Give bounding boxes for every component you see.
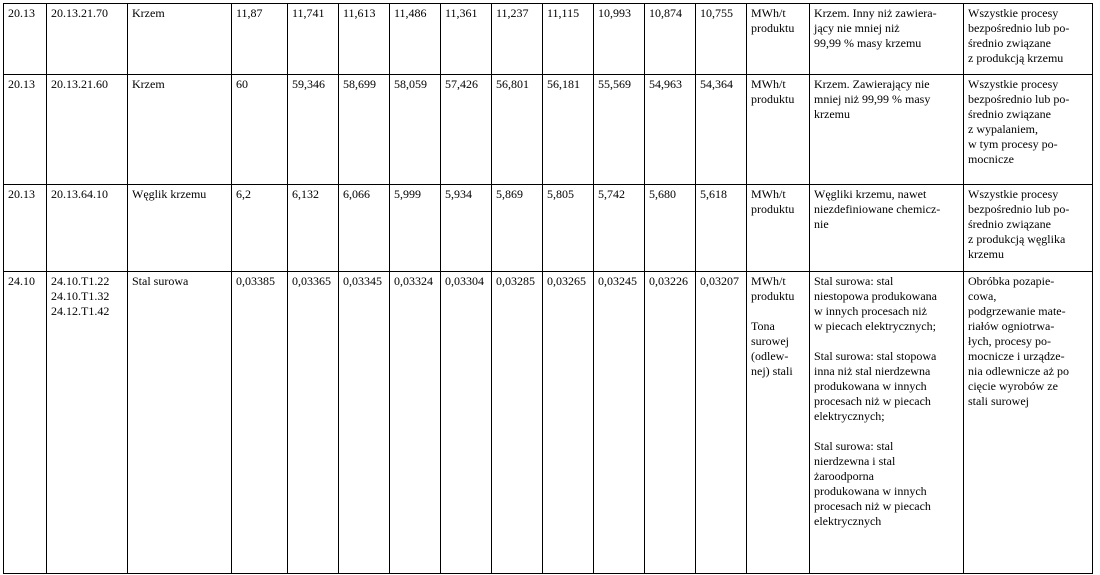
definition-line: w piecach elektrycznych; bbox=[814, 319, 936, 333]
blank-line bbox=[814, 424, 960, 439]
unit-line: nej) stali bbox=[751, 364, 793, 378]
value-cell: 11,237 bbox=[492, 4, 543, 75]
definition-line: żaroodporna bbox=[814, 469, 874, 483]
processes-line: bezpośrednio lub po- bbox=[968, 92, 1070, 106]
value-cell: 0,03245 bbox=[594, 272, 645, 574]
processes-line: mocnicze i urządze- bbox=[968, 349, 1065, 363]
processes-cell bbox=[964, 272, 1093, 574]
unit-line: produktu bbox=[751, 202, 795, 216]
definition-line: produkowana w innych bbox=[814, 484, 927, 498]
definition-line: procesach niż w piecach bbox=[814, 499, 931, 513]
definition-line: jący nie mniej niż bbox=[814, 21, 900, 35]
processes-line: Wszystkie procesy bbox=[968, 77, 1059, 91]
definition-line: Krzem. Zawierający nie bbox=[814, 77, 930, 91]
processes-line: cięcie wyrobów ze bbox=[968, 379, 1058, 393]
definition-line: Stal surowa: stal bbox=[814, 439, 894, 453]
product-code: 24.10.T1.32 bbox=[51, 289, 110, 303]
processes-line: Wszystkie procesy bbox=[968, 6, 1059, 20]
definition-line: elektrycznych bbox=[814, 514, 882, 528]
processes-line: z produkcją krzemu bbox=[968, 51, 1064, 65]
product-name-cell: Krzem bbox=[128, 75, 232, 185]
product-code: 20.13.21.60 bbox=[51, 77, 108, 91]
definition-line: nie bbox=[814, 217, 829, 231]
processes-line: nia odlewnicze aż po bbox=[968, 364, 1069, 378]
processes-line: średnio związane bbox=[968, 217, 1051, 231]
value-cell: 0,03226 bbox=[645, 272, 696, 574]
value-cell: 11,115 bbox=[543, 4, 594, 75]
nace-code-cell: 20.13 bbox=[4, 185, 47, 272]
value-cell: 6,066 bbox=[339, 185, 390, 272]
product-code-cell bbox=[47, 75, 128, 185]
unit-line: produktu bbox=[751, 289, 795, 303]
definition-line: krzemu bbox=[814, 107, 850, 121]
definition-line: inna niż stal nierdzewna bbox=[814, 364, 931, 378]
product-code: 20.13.21.70 bbox=[51, 6, 108, 20]
table-row bbox=[4, 4, 1093, 75]
value-cell: 54,963 bbox=[645, 75, 696, 185]
definition-line: mniej niż 99,99 % masy bbox=[814, 92, 931, 106]
value-cell: 55,569 bbox=[594, 75, 645, 185]
value-cell: 56,181 bbox=[543, 75, 594, 185]
processes-line: średnio związane bbox=[968, 36, 1051, 50]
unit-line: produktu bbox=[751, 21, 795, 35]
value-cell: 59,346 bbox=[288, 75, 339, 185]
processes-line: stali surowej bbox=[968, 394, 1029, 408]
value-cell: 5,680 bbox=[645, 185, 696, 272]
product-code-cell bbox=[47, 272, 128, 574]
product-name-cell: Węglik krzemu bbox=[128, 185, 232, 272]
definition-cell bbox=[810, 75, 964, 185]
unit-line: (odlew- bbox=[751, 349, 789, 363]
value-cell: 6,132 bbox=[288, 185, 339, 272]
product-code: 20.13.64.10 bbox=[51, 187, 108, 201]
processes-cell bbox=[964, 185, 1093, 272]
value-cell: 11,741 bbox=[288, 4, 339, 75]
blank-line bbox=[751, 304, 806, 319]
processes-line: cowa, bbox=[968, 289, 997, 303]
value-cell: 58,059 bbox=[390, 75, 441, 185]
value-cell: 0,03385 bbox=[232, 272, 288, 574]
value-cell: 0,03304 bbox=[441, 272, 492, 574]
processes-cell bbox=[964, 75, 1093, 185]
unit-cell bbox=[747, 75, 810, 185]
value-cell: 5,618 bbox=[696, 185, 747, 272]
unit-line: MWh/t bbox=[751, 187, 786, 201]
unit-line: produktu bbox=[751, 92, 795, 106]
nace-code-cell: 20.13 bbox=[4, 75, 47, 185]
processes-line: Wszystkie procesy bbox=[968, 187, 1059, 201]
unit-line: Tona bbox=[751, 319, 775, 333]
definition-line: nierdzewna i stal bbox=[814, 454, 896, 468]
value-cell: 0,03345 bbox=[339, 272, 390, 574]
definition-line: Stal surowa: stal stopowa bbox=[814, 349, 937, 363]
processes-line: z wypalaniem, bbox=[968, 122, 1038, 136]
definition-line: Stal surowa: stal bbox=[814, 274, 894, 288]
product-code: 24.10.T1.22 bbox=[51, 274, 110, 288]
value-cell: 54,364 bbox=[696, 75, 747, 185]
value-cell: 11,613 bbox=[339, 4, 390, 75]
processes-line: w tym procesy po- bbox=[968, 137, 1058, 151]
processes-line: średnio związane bbox=[968, 107, 1051, 121]
definition-line: w innych procesach niż bbox=[814, 304, 927, 318]
processes-line: riałów ogniotrwa- bbox=[968, 319, 1055, 333]
definition-line: elektrycznych; bbox=[814, 409, 885, 423]
value-cell: 11,361 bbox=[441, 4, 492, 75]
unit-line: surowej bbox=[751, 334, 789, 348]
value-cell: 6,2 bbox=[232, 185, 288, 272]
processes-line: bezpośrednio lub po- bbox=[968, 202, 1070, 216]
product-name-cell: Stal surowa bbox=[128, 272, 232, 574]
benchmark-table bbox=[3, 3, 1093, 574]
value-cell: 56,801 bbox=[492, 75, 543, 185]
definition-line: 99,99 % masy krzemu bbox=[814, 36, 922, 50]
value-cell: 10,755 bbox=[696, 4, 747, 75]
unit-cell bbox=[747, 4, 810, 75]
definition-cell bbox=[810, 272, 964, 574]
value-cell: 0,03324 bbox=[390, 272, 441, 574]
processes-cell bbox=[964, 4, 1093, 75]
unit-line: MWh/t bbox=[751, 77, 786, 91]
value-cell: 0,03285 bbox=[492, 272, 543, 574]
table-row bbox=[4, 272, 1093, 574]
definition-line: produkowana w innych bbox=[814, 379, 927, 393]
definition-cell bbox=[810, 4, 964, 75]
nace-code-cell: 20.13 bbox=[4, 4, 47, 75]
definition-line: procesach niż w piecach bbox=[814, 394, 931, 408]
unit-cell bbox=[747, 272, 810, 574]
processes-line: mocnicze bbox=[968, 152, 1014, 166]
value-cell: 11,87 bbox=[232, 4, 288, 75]
value-cell: 0,03265 bbox=[543, 272, 594, 574]
value-cell: 0,03207 bbox=[696, 272, 747, 574]
processes-line: bezpośrednio lub po- bbox=[968, 21, 1070, 35]
value-cell: 5,742 bbox=[594, 185, 645, 272]
processes-line: Obróbka pozapie- bbox=[968, 274, 1055, 288]
processes-line: podgrzewanie mate- bbox=[968, 304, 1066, 318]
table-row bbox=[4, 185, 1093, 272]
nace-code-cell: 24.10 bbox=[4, 272, 47, 574]
value-cell: 5,999 bbox=[390, 185, 441, 272]
value-cell: 10,874 bbox=[645, 4, 696, 75]
definition-line: niestopowa produkowana bbox=[814, 289, 937, 303]
value-cell: 5,805 bbox=[543, 185, 594, 272]
definition-cell bbox=[810, 185, 964, 272]
value-cell: 5,869 bbox=[492, 185, 543, 272]
value-cell: 57,426 bbox=[441, 75, 492, 185]
blank-line bbox=[814, 334, 960, 349]
value-cell: 0,03365 bbox=[288, 272, 339, 574]
table-row bbox=[4, 75, 1093, 185]
definition-line: Krzem. Inny niż zawiera- bbox=[814, 6, 937, 20]
unit-line: MWh/t bbox=[751, 274, 786, 288]
value-cell: 11,486 bbox=[390, 4, 441, 75]
product-name-cell: Krzem bbox=[128, 4, 232, 75]
product-code-cell bbox=[47, 185, 128, 272]
product-code: 24.12.T1.42 bbox=[51, 304, 110, 318]
processes-line: łych, procesy po- bbox=[968, 334, 1051, 348]
definition-line: niezdefiniowane chemicz- bbox=[814, 202, 941, 216]
value-cell: 58,699 bbox=[339, 75, 390, 185]
unit-cell bbox=[747, 185, 810, 272]
processes-line: krzemu bbox=[968, 247, 1004, 261]
value-cell: 5,934 bbox=[441, 185, 492, 272]
product-code-cell bbox=[47, 4, 128, 75]
definition-line: Węgliki krzemu, nawet bbox=[814, 187, 927, 201]
processes-line: z produkcją węglika bbox=[968, 232, 1066, 246]
unit-line: MWh/t bbox=[751, 6, 786, 20]
value-cell: 60 bbox=[232, 75, 288, 185]
value-cell: 10,993 bbox=[594, 4, 645, 75]
